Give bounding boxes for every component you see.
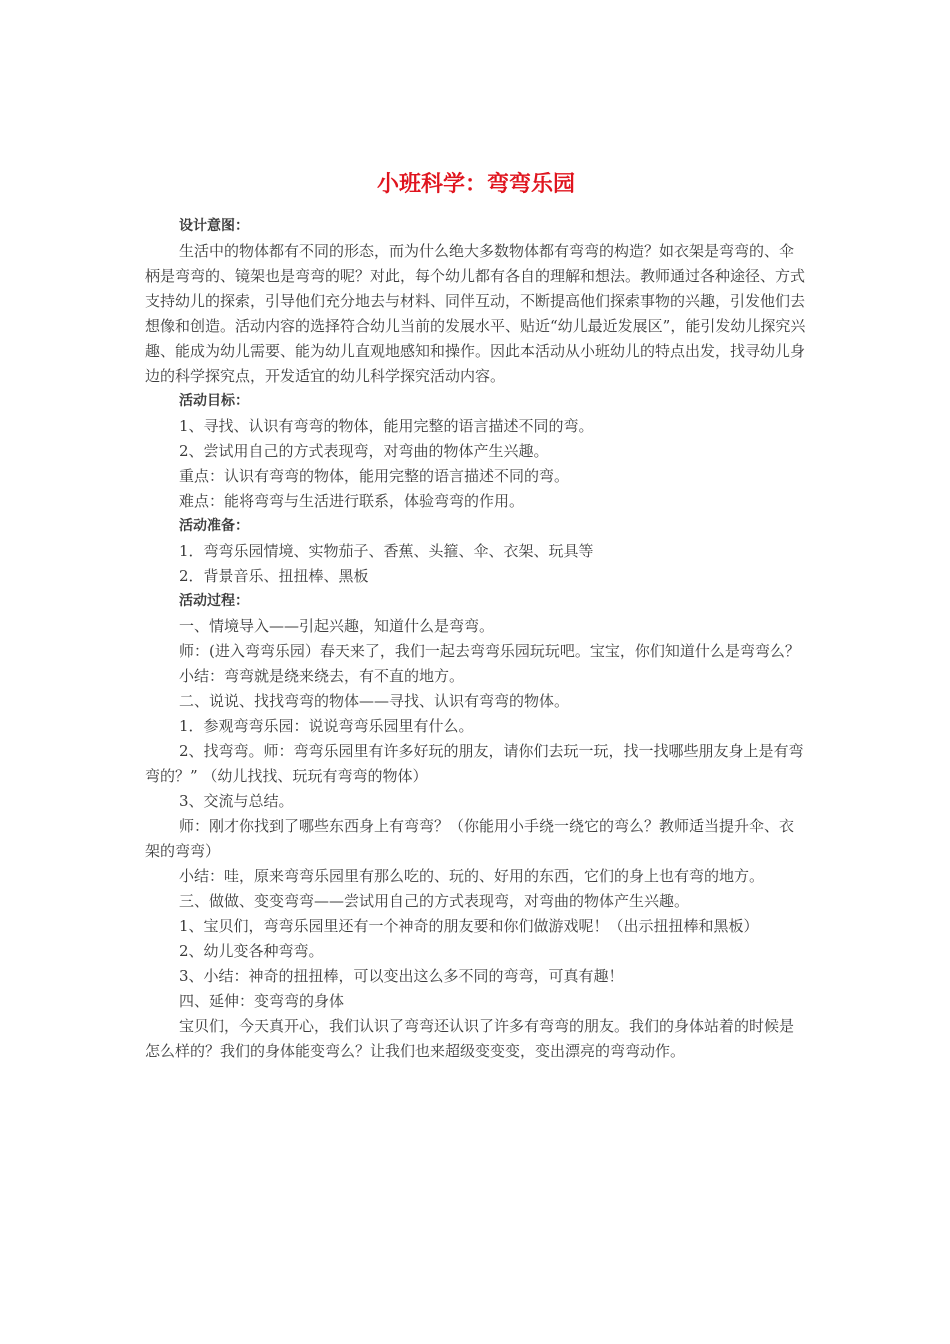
paragraph: 师：(进入弯弯乐园）春天来了，我们一起去弯弯乐园玩玩吧。宝宝，你们知道什么是弯弯么？ <box>179 642 800 660</box>
paragraph: 师：刚才你找到了哪些东西身上有弯弯？（你能用小手绕一绕它的弯么？教师适当提升伞、衣架的弯弯） <box>145 817 795 860</box>
document-body <box>145 214 807 1064</box>
paragraph: 二、说说、找找弯弯的物体——寻找、认识有弯弯的物体。 <box>179 692 570 710</box>
section-heading: 活动准备： <box>179 518 249 534</box>
paragraph: 2、尝试用自己的方式表现弯，对弯曲的物体产生兴趣。 <box>179 442 549 460</box>
paragraph: 小结：哇，原来弯弯乐园里有那么吃的、玩的、好用的东西，它们的身上也有弯的地方。 <box>179 867 765 885</box>
paragraph: 1、宝贝们，弯弯乐园里还有一个神奇的朋友要和你们做游戏呢！（出示扭扭棒和黑板） <box>179 917 759 935</box>
paragraph: 2、找弯弯。师：弯弯乐园里有许多好玩的朋友，请你们去玩一玩，找一找哪些朋友身上是有弯弯的？” （幼儿找找、玩玩有弯弯的物体） <box>145 742 804 785</box>
document-page <box>145 168 807 1064</box>
paragraph: 1．弯弯乐园情境、实物茄子、香蕉、头箍、伞、衣架、玩具等 <box>179 542 594 560</box>
paragraph: 2．背景音乐、扭扭棒、黑板 <box>179 567 369 585</box>
paragraph: 生活中的物体都有不同的形态，而为什么绝大多数物体都有弯弯的构造？如衣架是弯弯的、伞柄是弯弯的、镜架也是弯弯的呢？对此，每个幼儿都有各自的理解和想法。教师通过各种途径、方式支持幼儿的探索，引导他们充分地去与材料、同伴互动，不断提高他们探索事物的兴趣，引发他们去想像和创造。活动内容的选择符合幼儿当前的发展水平、贴近“幼儿最近发展区”，能引发幼儿探究兴趣、能成为幼儿需要、能为幼儿直观地感知和操作。因此本活动从小班幼儿的特点出发，找寻幼儿身边的科学探究点，开发适宜的幼儿科学探究活动内容。 <box>145 242 806 385</box>
section-heading: 活动目标： <box>179 393 249 409</box>
paragraph: 小结：弯弯就是绕来绕去，有不直的地方。 <box>179 667 465 685</box>
document-title: 小班科学：弯弯乐园 <box>376 172 575 197</box>
paragraph: 一、情境导入——引起兴趣，知道什么是弯弯。 <box>179 617 495 635</box>
paragraph: 难点：能将弯弯与生活进行联系，体验弯弯的作用。 <box>179 492 525 510</box>
section-heading: 设计意图： <box>179 218 249 234</box>
paragraph: 3、小结：神奇的扭扭棒，可以变出这么多不同的弯弯，可真有趣！ <box>179 967 624 985</box>
paragraph: 四、延伸：变弯弯的身体 <box>179 992 345 1010</box>
paragraph: 1、寻找、认识有弯弯的物体，能用完整的语言描述不同的弯。 <box>179 417 594 435</box>
paragraph: 三、做做、变变弯弯——尝试用自己的方式表现弯，对弯曲的物体产生兴趣。 <box>179 892 690 910</box>
paragraph: 1．参观弯弯乐园：说说弯弯乐园里有什么。 <box>179 717 474 735</box>
paragraph: 3、交流与总结。 <box>179 792 294 810</box>
paragraph: 重点：认识有弯弯的物体，能用完整的语言描述不同的弯。 <box>179 467 570 485</box>
paragraph: 宝贝们，今天真开心，我们认识了弯弯还认识了许多有弯弯的朋友。我们的身体站着的时候是怎么样的？我们的身体能变弯么？让我们也来超级变变变，变出漂亮的弯弯动作。 <box>145 1017 795 1060</box>
paragraph: 2、幼儿变各种弯弯。 <box>179 942 324 960</box>
section-heading: 活动过程： <box>179 593 249 609</box>
